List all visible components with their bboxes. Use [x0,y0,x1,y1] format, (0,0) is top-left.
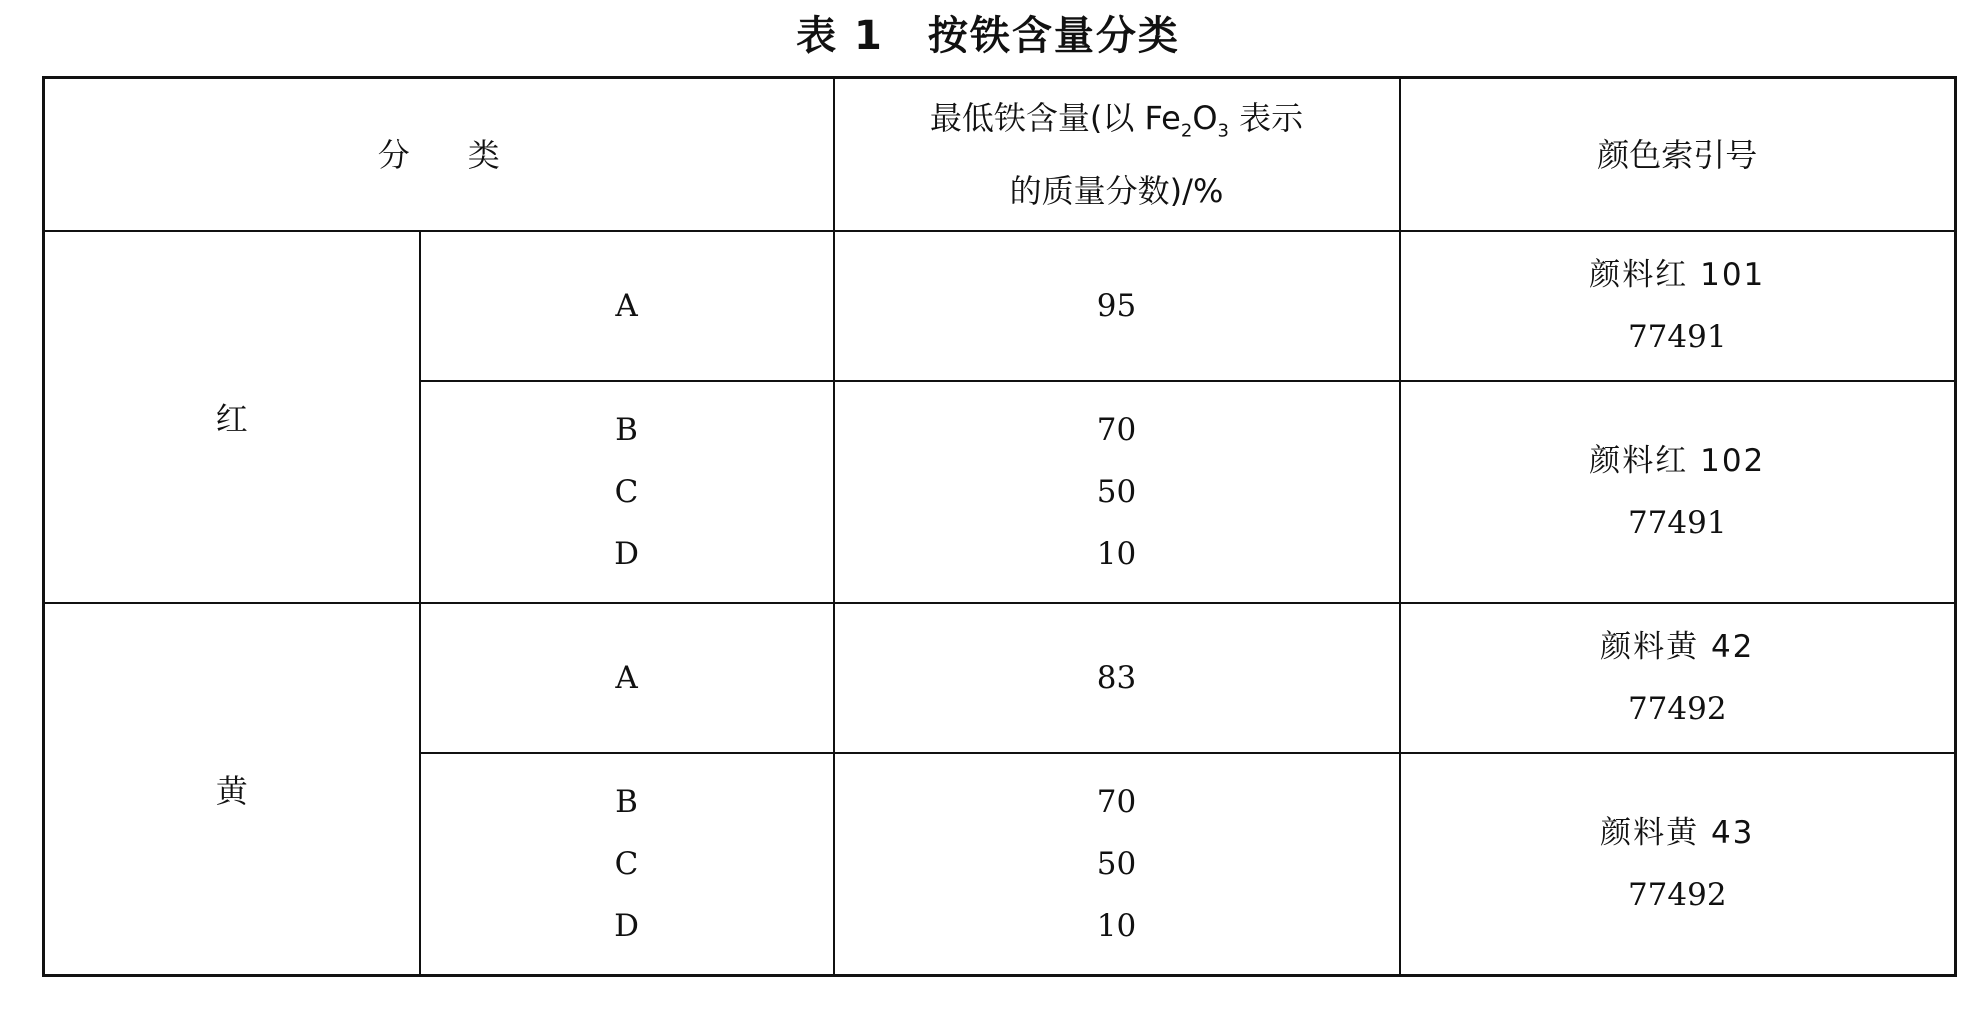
pigment-name: 颜料红 102 [1589,443,1766,479]
header-min-iron-line2: 的质量分数)/% [1009,172,1224,211]
grade-label: B [615,412,638,448]
grade-cell [420,381,834,603]
iron-content-value: 70 [1096,412,1137,448]
iron-classification-table [42,76,1957,977]
iron-content-cell [834,381,1400,603]
iron-content-value: 10 [1096,536,1137,572]
iron-content-value: 50 [1096,474,1137,510]
grade-label: C [614,474,639,510]
pigment-name: 颜料红 101 [1589,257,1766,293]
header-color-index: 颜色索引号 [1400,78,1956,232]
grade-label: B [615,783,638,820]
pigment-name: 颜料黄 43 [1600,814,1755,851]
table-row [44,231,1956,381]
iron-content-value: 95 [1096,288,1137,324]
table-row [44,603,1956,753]
header-row [44,78,1956,232]
grade-label: D [614,907,639,944]
iron-content-value: 83 [1096,660,1137,696]
header-min-iron-line1: 最低铁含量(以 $Fe_2O_3$ 表示 [929,98,1304,142]
table-number: 表 1 [796,13,884,59]
grade-label: A [615,660,638,696]
grade-label: C [614,845,639,882]
pigment-number: 77492 [1627,691,1727,727]
grade-label: A [615,288,638,324]
grade-cell [420,231,834,381]
category-yellow: 黄 [44,603,420,975]
pigment-number: 77491 [1627,319,1727,355]
header-classification: 分类 [44,78,834,232]
iron-content-cell [834,231,1400,381]
pigment-number: 77491 [1627,505,1727,541]
pigment-name: 颜料黄 42 [1600,629,1755,665]
iron-content-value: 10 [1096,907,1137,944]
color-index-cell [1400,603,1956,753]
iron-content-cell [834,603,1400,753]
color-index-cell [1400,381,1956,603]
table-caption: 按铁含量分类 [927,13,1180,59]
category-red: 红 [44,231,420,603]
iron-content-value: 50 [1096,845,1137,882]
grade-cell [420,753,834,975]
header-min-iron-content [834,78,1400,232]
color-index-cell [1400,231,1956,381]
table-title [0,6,1976,66]
pigment-number: 77492 [1627,876,1727,913]
iron-content-cell [834,753,1400,975]
grade-cell [420,603,834,753]
iron-content-value: 70 [1096,783,1137,820]
grade-label: D [614,536,639,572]
color-index-cell [1400,753,1956,975]
